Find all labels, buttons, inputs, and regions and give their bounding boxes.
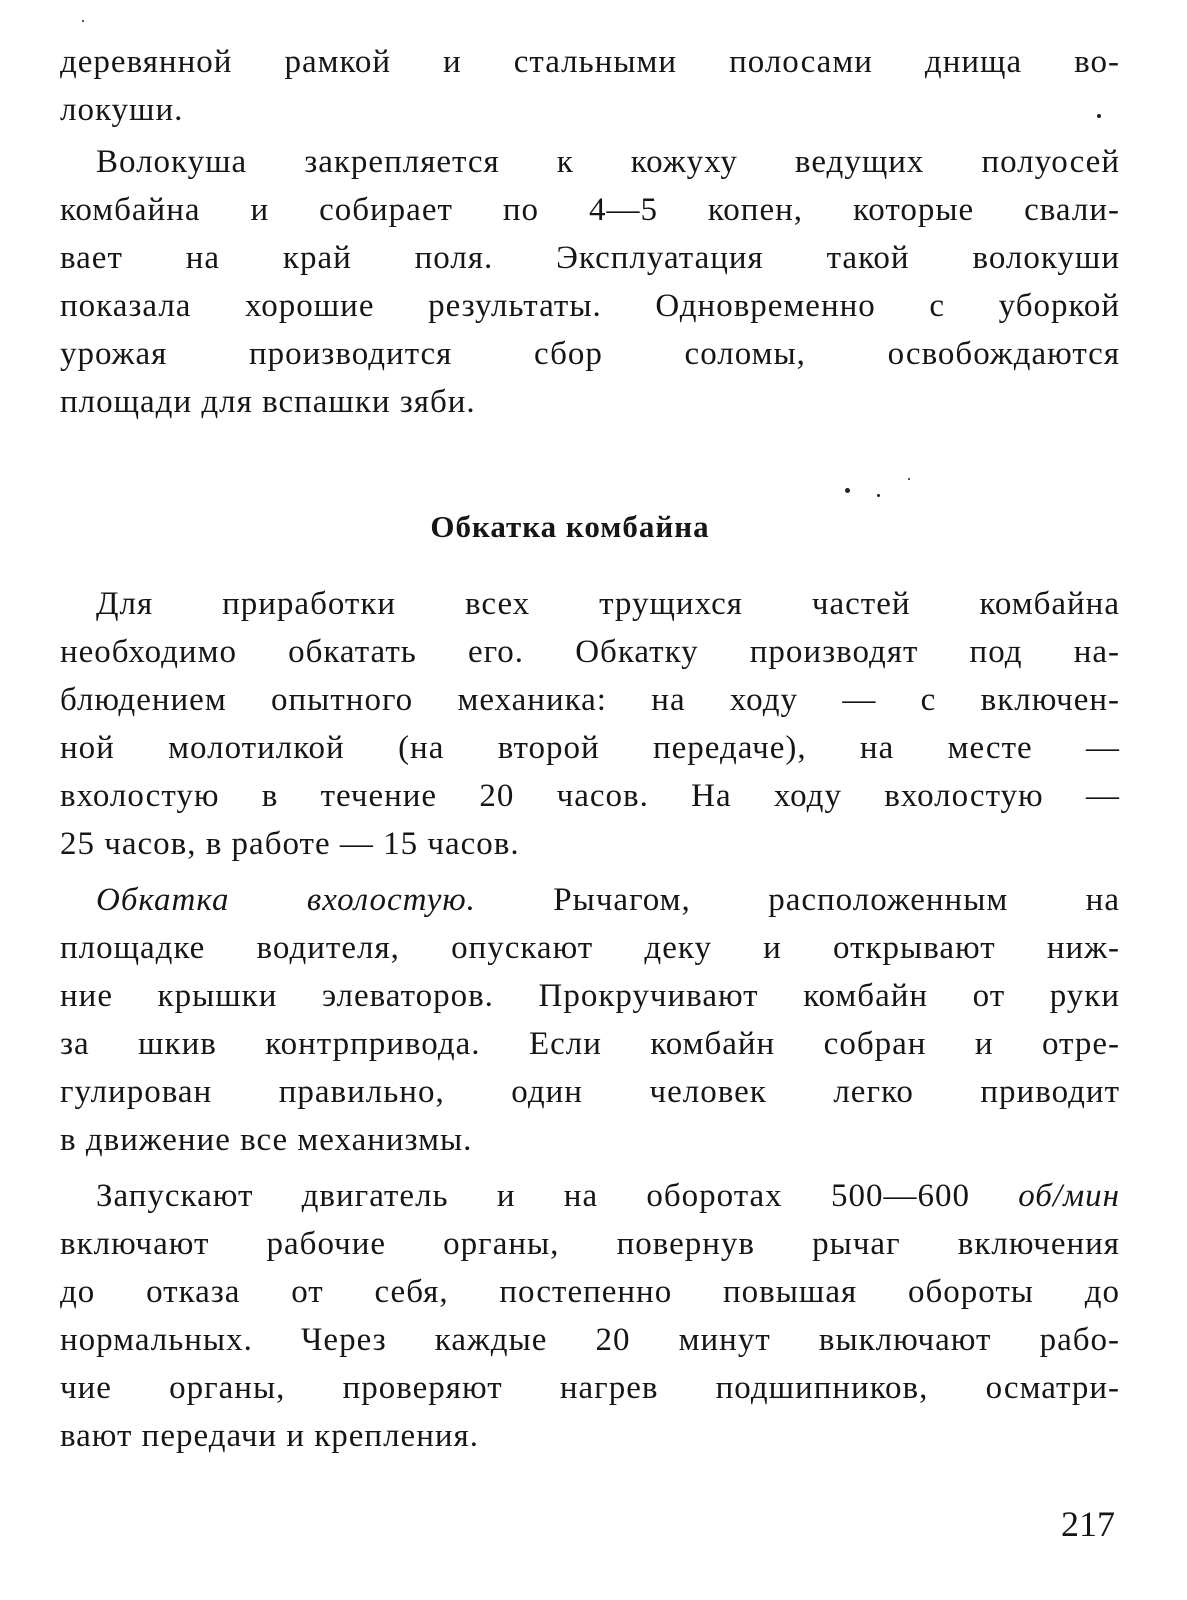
scan-speck xyxy=(82,20,84,22)
unit-rpm: об/мин xyxy=(1018,1178,1120,1214)
scan-speck xyxy=(877,494,880,497)
scan-speck xyxy=(1097,114,1101,118)
text-line: показала хорошие результаты. Одновременно с уборкой xyxy=(60,288,1120,324)
text-line: площадке водителя, опускают деку и открывают ниж- xyxy=(60,930,1120,966)
text-line: необходимо обкатать его. Обкатку производят под на- xyxy=(60,634,1120,670)
scan-speck xyxy=(845,488,850,493)
text-line: за шкив контрпривода. Если комбайн собран и отре- xyxy=(60,1026,1120,1062)
text-line: вают передачи и крепления. xyxy=(60,1418,479,1454)
text-line: чие органы, проверяют нагрев подшипников, осматри- xyxy=(60,1370,1120,1406)
text-fragment: Рычагом, расположенным на xyxy=(553,882,1120,918)
text-fragment: Запускают двигатель и на оборотах 500—600 xyxy=(96,1178,970,1214)
text-line: нормальных. Через каждые 20 минут выключают рабо- xyxy=(60,1322,1120,1358)
text-line: включают рабочие органы, повернув рычаг включения xyxy=(60,1226,1120,1262)
section-heading: Обкатка комбайна xyxy=(430,509,710,544)
text-line: урожая производится сбор соломы, освобождаются xyxy=(60,336,1120,372)
text-line: вхолостую в течение 20 часов. На ходу вхолостую — xyxy=(60,778,1120,814)
text-line: локуши. xyxy=(60,92,184,128)
paragraph-continuation xyxy=(60,38,1120,134)
text-line: в движение все механизмы. xyxy=(60,1122,473,1158)
text-line: 25 часов, в работе — 15 часов. xyxy=(60,826,520,862)
text-line: до отказа от себя, постепенно повышая обороты до xyxy=(60,1274,1120,1310)
paragraph-volokusha xyxy=(60,138,1120,426)
paragraph-run-in xyxy=(60,580,1120,868)
text-line: ной молотилкой (на второй передаче), на месте — xyxy=(60,730,1120,766)
text-line: Волокуша закрепляется к кожуху ведущих полуосей xyxy=(96,144,1120,180)
page-number: 217 xyxy=(1061,1504,1115,1544)
text-line: деревянной рамкой и стальными полосами днища во- xyxy=(60,44,1120,80)
text-line: блюдением опытного механика: на ходу — с включен- xyxy=(60,682,1120,718)
text-line: ние крышки элеваторов. Прокручивают комбайн от руки xyxy=(60,978,1120,1014)
text-line: вает на край поля. Эксплуатация такой волокуши xyxy=(60,240,1120,276)
paragraph-idle-run xyxy=(60,876,1120,1164)
text-line xyxy=(60,1172,1120,1220)
text-line xyxy=(60,876,1120,924)
text-line: площади для вспашки зяби. xyxy=(60,384,476,420)
paragraph-engine-start xyxy=(60,1172,1120,1460)
text-line: комбайна и собирает по 4—5 копен, которые свали- xyxy=(60,192,1120,228)
italic-lead: Обкатка вхолостую. xyxy=(96,882,476,918)
scan-speck xyxy=(908,478,910,480)
text-line: Для приработки всех трущихся частей комбайна xyxy=(96,586,1120,622)
text-line: гулирован правильно, один человек легко приводит xyxy=(60,1074,1120,1110)
